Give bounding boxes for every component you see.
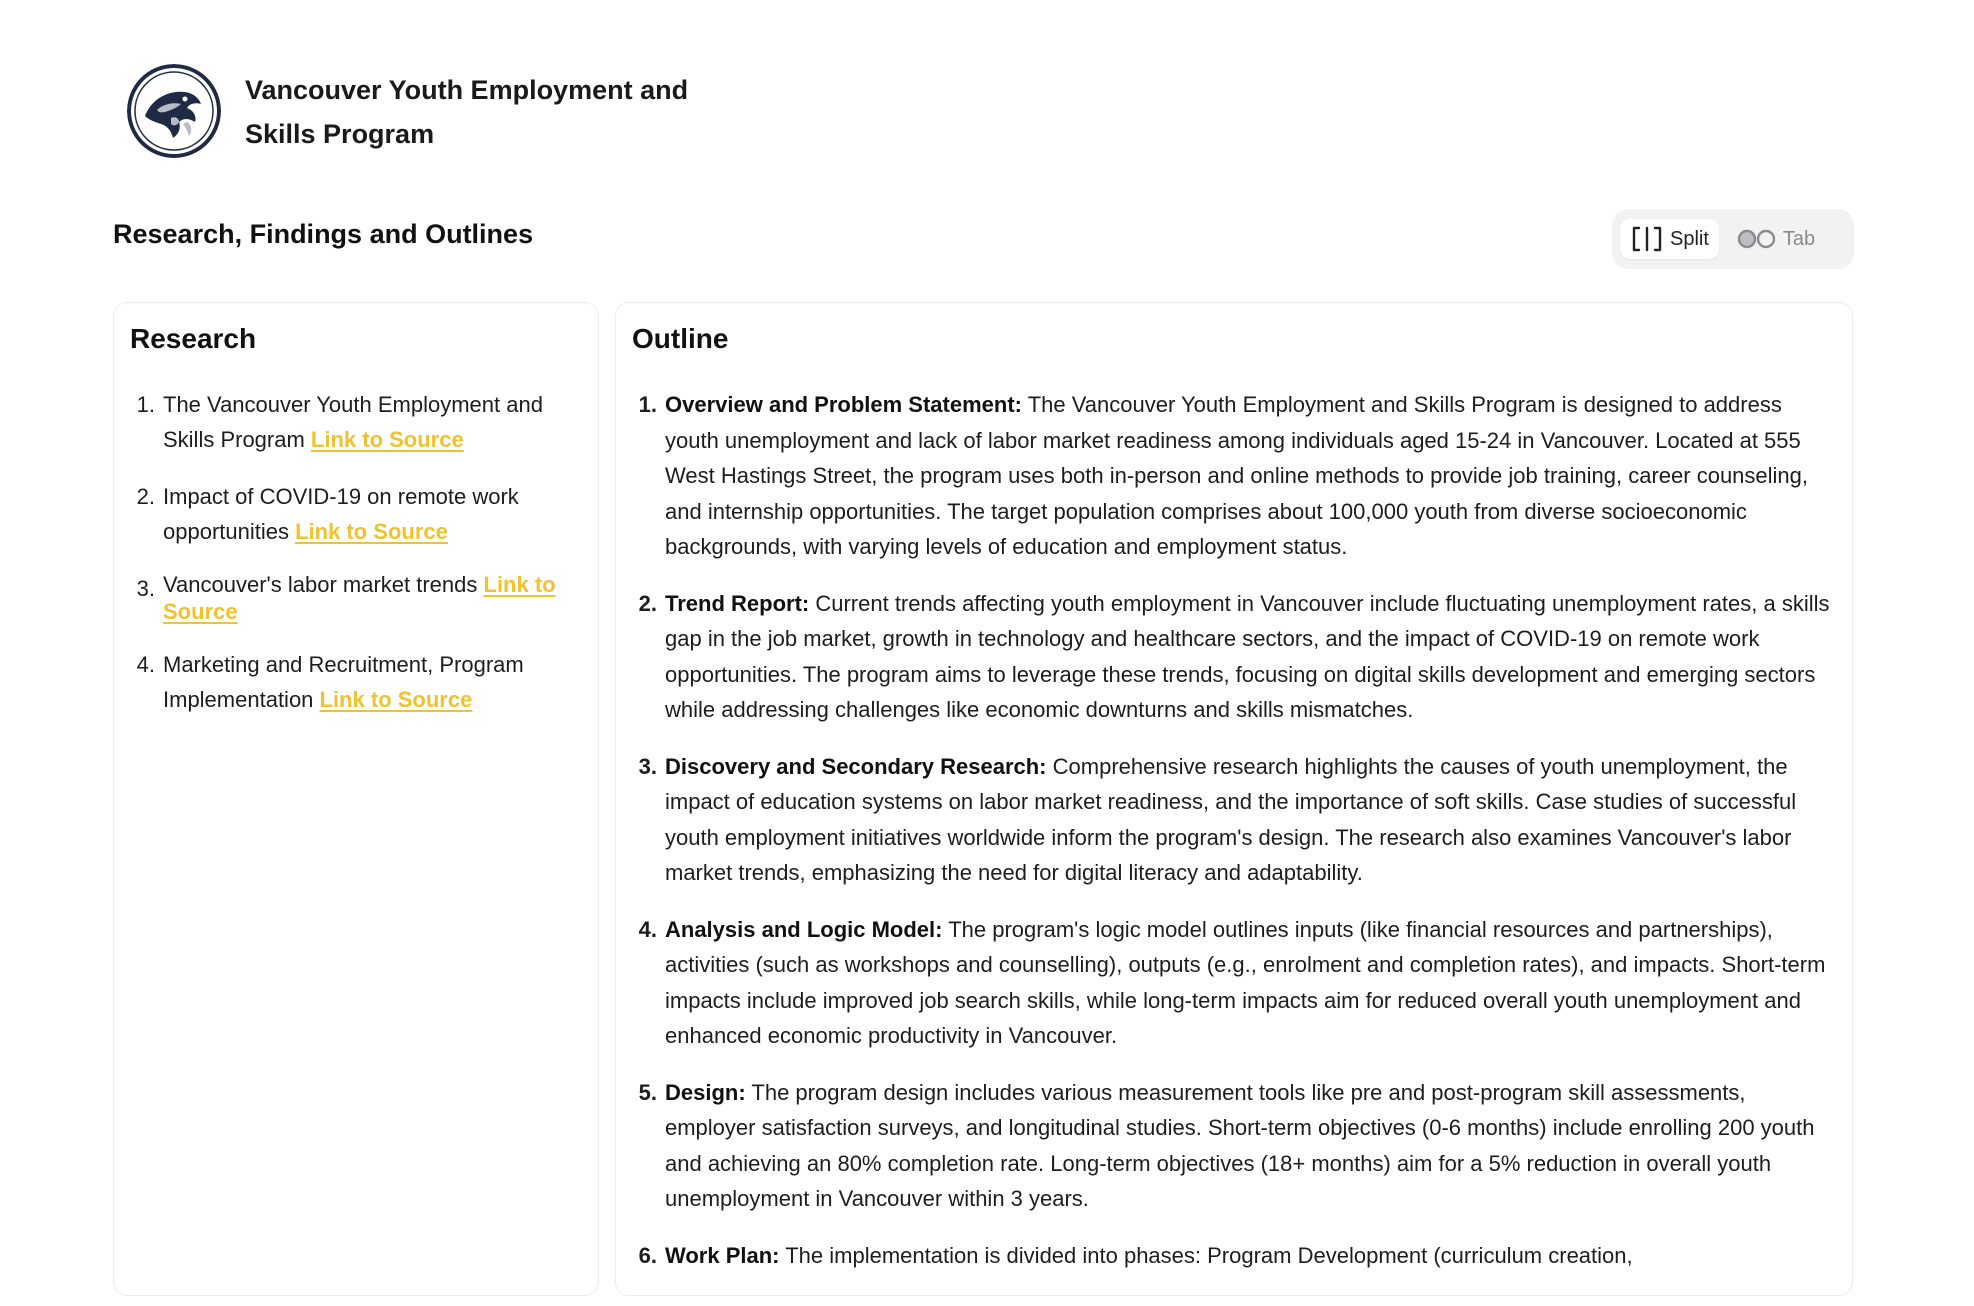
research-item (130, 479, 580, 549)
outline-item-text: The program's logic model outlines inputs (like financial resources and partnerships), activities (such as workshops and counselling), outputs (e.g., enrolment and completion rates), and impacts. Short-term impacts include improved job search skills, while long-term impacts aim for reduced overall youth unemployment and enhanced economic productivity in Vancouver. (665, 916, 1826, 1048)
outline-item (632, 912, 1832, 1054)
orca-logo-icon (127, 64, 221, 158)
outline-item (632, 1238, 1832, 1274)
research-item (130, 387, 580, 457)
research-item-text: The Vancouver Youth Employment and Skills Program (163, 392, 543, 452)
research-item (130, 571, 580, 625)
view-toggle (1612, 209, 1854, 269)
outline-item (632, 749, 1832, 891)
outline-item-number: 3. (638, 753, 657, 779)
research-item-number: 1. (136, 392, 155, 417)
outline-panel (615, 302, 1853, 1296)
split-view-label: Split (1670, 227, 1709, 250)
tab-view-button[interactable] (1727, 219, 1825, 259)
outline-item-text: Comprehensive research highlights the causes of youth unemployment, the impact of education systems on labor market readiness, and the importance of soft skills. Case studies of successful youth employment initiatives worldwide inform the program's design. The research also examines Vancouver's labor market trends, emphasizing the need for digital literacy and adaptability. (665, 753, 1797, 885)
outline-item-heading: Design: (665, 1079, 746, 1105)
outline-list (632, 387, 1832, 1294)
link-to-source[interactable]: Link to Source (319, 687, 473, 712)
outline-item (632, 586, 1832, 728)
outline-item-text: Current trends affecting youth employment in Vancouver include fluctuating unemployment rates, a skills gap in the job market, growth in technology and healthcare sectors, and the impact of COVID-19 on remote work opportunities. The program aims to leverage these trends, focusing on digital skills development and emerging sectors while addressing challenges like economic downturns and skills mismatches. (665, 590, 1830, 722)
outline-item-heading: Trend Report: (665, 590, 810, 616)
research-list (130, 387, 580, 739)
research-title: Research (130, 323, 257, 354)
research-item-text: Vancouver's labor market trends (163, 572, 484, 597)
research-item-number: 3. (136, 576, 155, 601)
tab-view-label: Tab (1782, 227, 1816, 250)
tab-view-icon (1737, 228, 1777, 250)
outline-title: Outline (632, 323, 729, 354)
outline-item-number: 1. (638, 392, 657, 417)
outline-item (632, 387, 1832, 565)
outline-item-number: 4. (638, 916, 657, 942)
outline-item-heading: Discovery and Secondary Research: (665, 753, 1047, 779)
outline-item-text: The program design includes various measurement tools like pre and post-program skill assessments, employer satisfaction surveys, and longitudinal studies. Short-term objectives (0-6 months) include enrolling 200 youth and achieving an 80% completion rate. Long-term objectives (18+ months) aim for a 5% reduction in overall youth unemployment in Vancouver within 3 years. (665, 1079, 1815, 1211)
research-item-text: Marketing and Recruitment, Program Implementation (163, 652, 524, 712)
outline-item-number: 2. (638, 590, 657, 616)
link-to-source[interactable]: Link to Source (295, 519, 448, 544)
research-item-number: 4. (136, 652, 155, 677)
research-item-number: 2. (136, 484, 155, 509)
outline-item-heading: Work Plan: (665, 1242, 780, 1268)
outline-item-heading: Overview and Problem Statement: (665, 392, 1022, 417)
app-title: Vancouver Youth Employment and Skills Program (245, 75, 689, 149)
outline-item-text: The implementation is divided into phases: Program Development (curriculum creation, (779, 1242, 1633, 1268)
split-view-icon (1630, 225, 1664, 253)
outline-item-text: The Vancouver Youth Employment and Skills Program is designed to address youth unemployment and lack of labor market readiness among individuals aged 15-24 in Vancouver. Located at 555 West Hastings Street, the program uses both in-person and online methods to provide job training, career counseling, and internship opportunities. The target population comprises about 100,000 youth from diverse socioeconomic backgrounds, with varying levels of education and employment status. (665, 392, 1809, 559)
outline-item-heading: Analysis and Logic Model: (665, 916, 943, 942)
split-view-button[interactable] (1620, 219, 1719, 259)
outline-item-number: 5. (638, 1079, 657, 1105)
link-to-source[interactable]: Link to Source (163, 572, 556, 624)
page-title: Research, Findings and Outlines (113, 219, 534, 249)
outline-item (632, 1075, 1832, 1217)
outline-item-number: 6. (638, 1242, 657, 1268)
research-panel (113, 302, 599, 1296)
link-to-source[interactable]: Link to Source (310, 427, 464, 452)
research-item (130, 647, 580, 717)
research-item-text: Impact of COVID-19 on remote work opportunities (163, 484, 519, 544)
